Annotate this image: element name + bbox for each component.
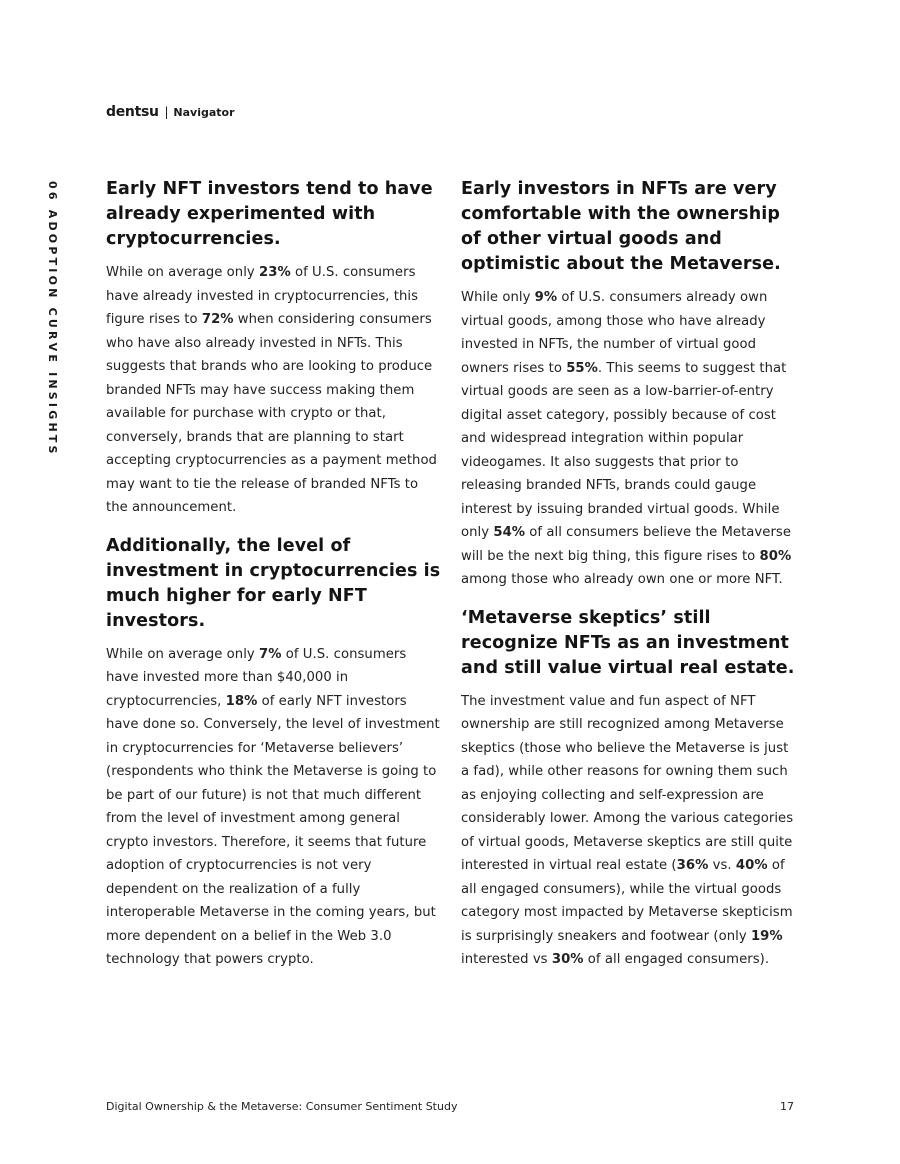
dentsu-logo: dentsu bbox=[106, 104, 159, 120]
brand-separator: | bbox=[164, 105, 169, 119]
right-column bbox=[461, 177, 795, 986]
product-name: Navigator bbox=[173, 106, 235, 119]
left-paragraph-2: While on average only 7% of U.S. consumers have invested more than $40,000 in cryptocurrencies, 18% of early NFT investors have done so. Conversely, the level of investment in cryptocurrencies for ‘Metaverse believers’ (respondents who think the Metaverse is going to be part of our future) is not that much different from the level of investment among general crypto investors. Therefore, it seems that future adoption of cryptocurrencies is not very dependent on the realization of a fully interoperable Metaverse in the coming years, but more dependent on a belief in the Web 3.0 technology that powers crypto. bbox=[106, 646, 440, 967]
right-heading-2: ‘Metaverse skeptics’ still recognize NFTs as an investment and still value virtual real estate. bbox=[461, 607, 795, 678]
footer-title: Digital Ownership & the Metaverse: Consumer Sentiment Study bbox=[106, 1100, 458, 1113]
section-label: 06 ADOPTION CURVE INSIGHTS bbox=[46, 181, 59, 457]
left-heading-2: Additionally, the level of investment in cryptocurrencies is much higher for early NFT investors. bbox=[106, 535, 441, 631]
left-paragraph-1: While on average only 23% of U.S. consumers have already invested in cryptocurrencies, this figure rises to 72% when considering consumers who have also already invested in NFTs. This suggests that brands who are looking to produce branded NFTs may have success making them available for purchase with crypto or that, conversely, brands that are planning to start accepting cryptocurrencies as a payment method may want to tie the release of branded NFTs to the announcement. bbox=[106, 265, 437, 515]
right-paragraph-2: The investment value and fun aspect of NFT ownership are still recognized among Metaverse skeptics (those who believe the Metaverse is just a fad), while other reasons for owning them such as enjoying collecting and self-expression are considerably lower. Among the various categories of virtual goods, Metaverse skeptics are still quite interested in virtual real estate (36% vs. 40% of all engaged consumers), while the virtual goods category most impacted by Metaverse skepticism is surprisingly sneakers and footwear (only 19% interested vs 30% of all engaged consumers). bbox=[461, 693, 794, 967]
brand-header bbox=[106, 104, 235, 121]
right-heading-1: Early investors in NFTs are very comfortable with the ownership of other virtual goods and optimistic about the Metaverse. bbox=[461, 179, 781, 274]
left-heading-1: Early NFT investors tend to have already experimented with cryptocurrencies. bbox=[106, 179, 433, 249]
left-column bbox=[106, 177, 442, 986]
right-paragraph-1: While only 9% of U.S. consumers already own virtual goods, among those who have already invested in NFTs, the number of virtual good owners rises to 55%. This seems to suggest that virtual goods are seen as a low-barrier-of-entry digital asset category, possibly because of cost and widespread integration within popular videogames. It also suggests that prior to releasing branded NFTs, brands could gauge interest by issuing branded virtual goods. While only 54% of all consumers believe the Metaverse will be the next big thing, this figure rises to 80% among those who already own one or more NFT. bbox=[461, 290, 792, 587]
page-number: 17 bbox=[780, 1100, 794, 1113]
